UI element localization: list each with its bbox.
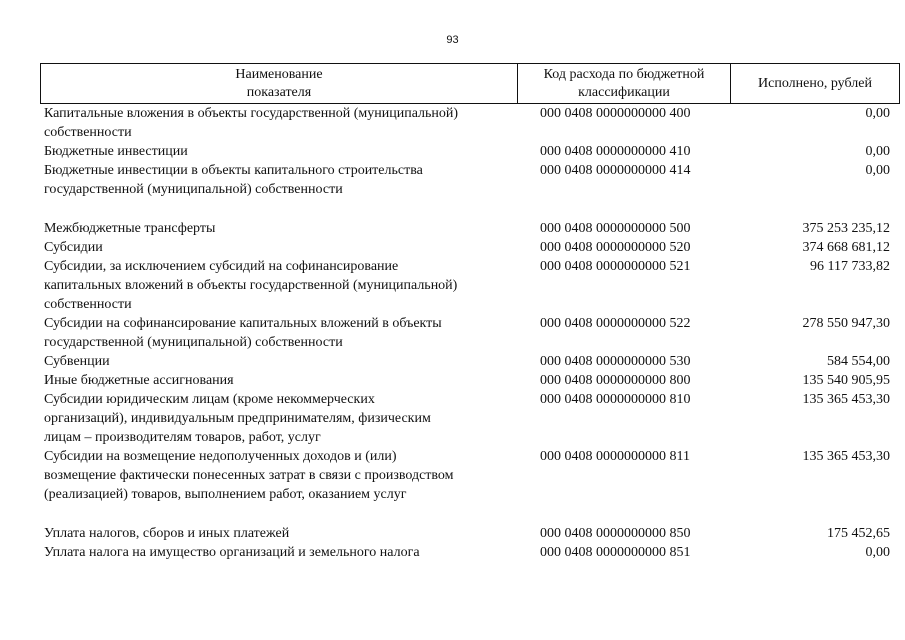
column-header-code <box>518 64 731 103</box>
row-code: 000 0408 0000000000 530 <box>540 354 691 369</box>
row-value: 0,00 <box>865 144 890 159</box>
row-value: 374 668 681,12 <box>802 240 890 255</box>
table-row <box>40 257 900 314</box>
row-code: 000 0408 0000000000 410 <box>540 144 691 159</box>
table-row <box>40 543 900 562</box>
table-row <box>40 161 900 199</box>
row-name: Бюджетные инвестиции <box>44 144 188 159</box>
row-value: 96 117 733,82 <box>810 259 890 274</box>
row-name: Уплата налога на имущество организаций и земельного налога <box>44 545 420 560</box>
row-name: Бюджетные инвестиции в объекты капитального строительства государственной (муниципальной) собственности <box>44 163 423 197</box>
row-name: Уплата налогов, сборов и иных платежей <box>44 526 290 541</box>
row-code: 000 0408 0000000000 800 <box>540 373 691 388</box>
page-number: 93 <box>446 34 459 46</box>
row-value: 375 253 235,12 <box>802 221 890 236</box>
row-code: 000 0408 0000000000 851 <box>540 545 691 560</box>
row-code: 000 0408 0000000000 500 <box>540 221 691 236</box>
row-code: 000 0408 0000000000 522 <box>540 316 691 331</box>
table-body <box>40 104 900 562</box>
table-header <box>40 63 900 104</box>
row-code: 000 0408 0000000000 850 <box>540 526 691 541</box>
row-value: 0,00 <box>865 163 890 178</box>
row-value: 135 365 453,30 <box>802 449 890 464</box>
column-header-value-label: Исполнено, рублей <box>758 75 872 91</box>
table-row <box>40 104 900 142</box>
column-header-value <box>731 64 899 103</box>
row-name: Межбюджетные трансферты <box>44 221 216 236</box>
table-row <box>40 524 900 543</box>
table-row <box>40 238 900 257</box>
table-row <box>40 219 900 238</box>
row-name: Иные бюджетные ассигнования <box>44 373 234 388</box>
row-name: Субсидии на софинансирование капитальных вложений в объекты государственной (муниципальной) собственности <box>44 316 442 350</box>
column-header-code-label: Код расхода по бюджетной классификации <box>543 66 705 100</box>
table-row <box>40 447 900 504</box>
row-code: 000 0408 0000000000 520 <box>540 240 691 255</box>
report-table <box>40 63 900 562</box>
row-name: Субсидии, за исключением субсидий на софинансирование капитальных вложений в объекты государственной (муниципальной) собственности <box>44 259 458 312</box>
row-value: 584 554,00 <box>827 354 890 369</box>
row-name: Субсидии юридическим лицам (кроме некоммерческих организаций), индивидуальным предпринимателям, физическим лицам – производителям товаров, работ, услуг <box>44 392 431 445</box>
table-row <box>40 314 900 352</box>
row-value: 135 540 905,95 <box>802 373 890 388</box>
row-name: Капитальные вложения в объекты государственной (муниципальной) собственности <box>44 106 459 140</box>
row-code: 000 0408 0000000000 400 <box>540 106 691 121</box>
row-code: 000 0408 0000000000 521 <box>540 259 691 274</box>
row-code: 000 0408 0000000000 414 <box>540 163 691 178</box>
row-value: 278 550 947,30 <box>802 316 890 331</box>
table-row <box>40 371 900 390</box>
row-value: 175 452,65 <box>827 526 890 541</box>
row-code: 000 0408 0000000000 811 <box>540 449 690 464</box>
row-name: Субсидии <box>44 240 103 255</box>
table-row <box>40 390 900 447</box>
row-code: 000 0408 0000000000 810 <box>540 392 691 407</box>
row-value: 0,00 <box>865 545 890 560</box>
row-spacer <box>40 504 900 524</box>
column-header-name <box>41 64 518 103</box>
column-header-name-label: Наименование показателя <box>235 66 323 100</box>
table-row <box>40 352 900 371</box>
row-name: Субвенции <box>44 354 110 369</box>
row-value: 135 365 453,30 <box>802 392 890 407</box>
table-row <box>40 142 900 161</box>
row-value: 0,00 <box>865 106 890 121</box>
row-spacer <box>40 199 900 219</box>
row-name: Субсидии на возмещение недополученных доходов и (или) возмещение фактически понесенных затрат в связи с производством (реализацией) товаров, выполнением работ, оказанием услуг <box>44 449 454 502</box>
